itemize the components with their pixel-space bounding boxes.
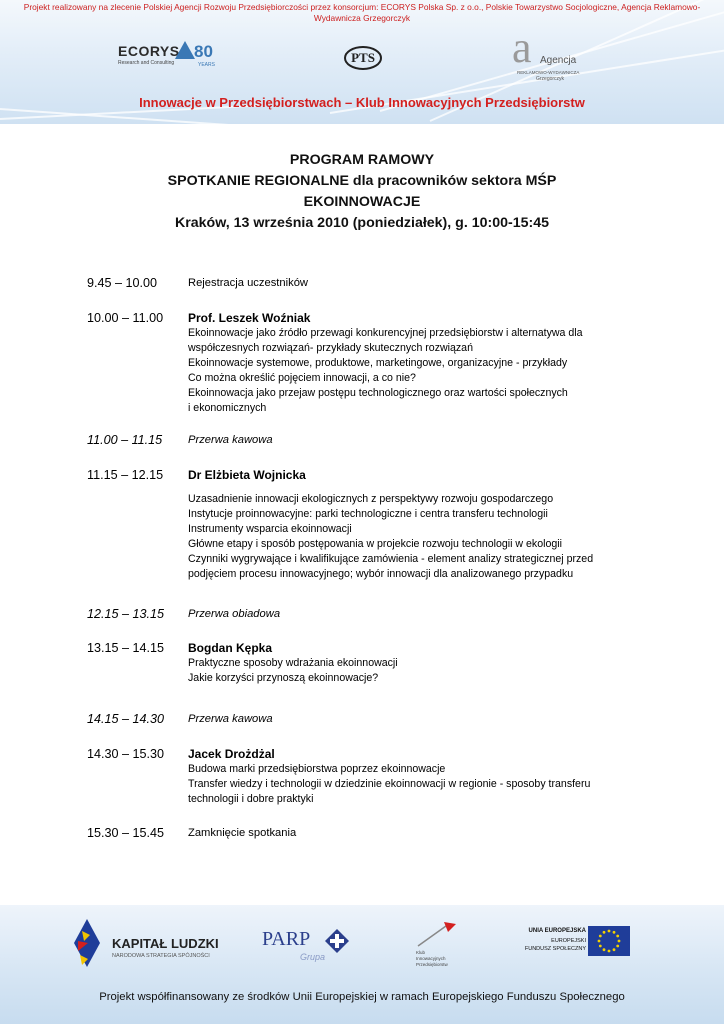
cofinancing-note: Projekt współfinansowany ze środków Unii Europejskiej w ramach Europejskiego Funduszu Społecznego bbox=[99, 991, 625, 1003]
agenda-topic: Ekoinnowacja jako przejaw postępu technologicznego oraz wartości społecznych bbox=[188, 387, 568, 399]
agenda-topic: i ekonomicznych bbox=[188, 402, 267, 414]
agenda-topic: Instytucje proinnowacyjne: parki technologiczne i centra transferu technologii bbox=[188, 508, 548, 520]
agenda-label: Przerwa obiadowa bbox=[188, 608, 281, 620]
kapital-ludzki-emblem-icon bbox=[72, 917, 102, 969]
agenda-time: 13.15 – 14.15 bbox=[87, 641, 165, 655]
agencja-letter-icon: a bbox=[512, 23, 532, 72]
agenda-time: 12.15 – 13.15 bbox=[87, 607, 165, 621]
kapital-ludzki-name: KAPITAŁ LUDZKI bbox=[112, 936, 219, 951]
agenda-topic: podjęciem procesu innowacyjnego; wybór innowacji dla analizowanego przypadku bbox=[188, 568, 574, 580]
agenda-topic: Budowa marki przedsiębiorstwa poprzez ekoinnowacje bbox=[188, 763, 446, 775]
agenda-topic: Praktyczne sposoby wdrażania ekoinnowacji bbox=[188, 657, 398, 669]
agenda-topic: Instrumenty wsparcia ekoinnowacji bbox=[188, 523, 352, 535]
agenda-topic: Transfer wiedzy i technologii w dziedzinie ekoinnowacji w regionie - sposoby transferu bbox=[188, 778, 591, 790]
parp-name: PARP bbox=[262, 928, 311, 950]
title-line-1: PROGRAM RAMOWY bbox=[289, 152, 435, 168]
kapital-ludzki-tagline: NARODOWA STRATEGIA SPÓJNOŚCI bbox=[112, 953, 210, 959]
agenda-topic: Ekoinnowacje systemowe, produktowe, marketingowe, organizacyjne - przykłady bbox=[188, 357, 568, 369]
agencja-name: Agencja bbox=[540, 55, 577, 66]
agenda-time: 14.15 – 14.30 bbox=[87, 712, 165, 726]
agenda-topic: Jakie korzyści przynoszą ekoinnowacje? bbox=[188, 672, 379, 684]
parp-group-label: Grupa bbox=[300, 952, 326, 962]
ecorys-years-label: YEARS bbox=[198, 62, 215, 68]
kapital-ludzki-logo bbox=[72, 917, 232, 969]
agenda-label: Rejestracja uczestników bbox=[188, 277, 309, 289]
project-subtitle: Innowacje w Przedsiębiorstwach – Klub Innowacyjnych Przedsiębiorstw bbox=[139, 95, 585, 110]
agenda-time: 9.45 – 10.00 bbox=[87, 276, 158, 290]
klub-logo bbox=[412, 920, 472, 970]
agenda-label: Przerwa kawowa bbox=[188, 713, 273, 725]
klub-arrow-icon bbox=[416, 920, 458, 948]
agenda-time: 11.00 – 11.15 bbox=[87, 433, 163, 447]
title-line-2: SPOTKANIE REGIONALNE dla pracowników sektora MŚP bbox=[167, 173, 557, 189]
agenda-topic: technologii i dobre praktyki bbox=[188, 793, 314, 805]
agenda-topic: Ekoinnowacje jako źródło przewagi konkurencyjnej przedsiębiorstw i alternatywa dla bbox=[188, 327, 583, 339]
agencja-logo bbox=[512, 23, 592, 84]
agenda-label: Zamknięcie spotkania bbox=[188, 827, 297, 839]
klub-name-1: Klub bbox=[416, 950, 426, 955]
agencja-subtitle: REKLAMOWO-WYDAWNICZA bbox=[517, 70, 580, 75]
klub-name-2: Innowacyjnych bbox=[416, 956, 446, 961]
agenda-speaker: Dr Elżbieta Wojnicka bbox=[188, 468, 306, 482]
ecorys-tagline: Research and Consulting bbox=[118, 60, 175, 66]
agenda-time: 14.30 – 15.30 bbox=[87, 747, 165, 761]
agenda-label: Przerwa kawowa bbox=[188, 434, 273, 446]
eu-fund-1: EUROPEJSKI bbox=[551, 938, 586, 944]
agenda-topic: Co można określić pojęciem innowacji, a co nie? bbox=[188, 372, 416, 384]
agenda-speaker: Jacek Drożdżal bbox=[188, 747, 275, 761]
eu-fund-2: FUNDUSZ SPOŁECZNY bbox=[524, 946, 586, 952]
pts-label: PTS bbox=[351, 50, 375, 65]
agenda-speaker: Bogdan Kępka bbox=[188, 641, 273, 655]
agenda-time: 15.30 – 15.45 bbox=[87, 826, 165, 840]
eu-efs-logo bbox=[510, 926, 630, 962]
agencja-owner: Grzegorczyk bbox=[536, 76, 565, 82]
title-line-3: EKOINNOWACJE bbox=[303, 194, 421, 210]
agenda-topic: Uzasadnienie innowacji ekologicznych z perspektywy rozwoju gospodarczego bbox=[188, 493, 554, 505]
klub-name-3: Przedsiębiorstw bbox=[416, 962, 448, 967]
ecorys-triangle-icon bbox=[174, 40, 196, 60]
parp-logo bbox=[262, 928, 354, 964]
title-line-4: Kraków, 13 września 2010 (poniedziałek), g. 10:00-15:45 bbox=[174, 215, 550, 231]
eu-name: UNIA EUROPEJSKA bbox=[528, 928, 586, 934]
agenda-speaker: Prof. Leszek Woźniak bbox=[188, 311, 311, 325]
ecorys-name: ECORYS bbox=[118, 43, 180, 59]
eu-flag-icon bbox=[588, 926, 630, 956]
agenda-time: 11.15 – 12.15 bbox=[87, 468, 164, 482]
parp-emblem-icon bbox=[324, 928, 350, 954]
agenda-time: 10.00 – 11.00 bbox=[87, 311, 164, 325]
ecorys-logo bbox=[118, 40, 228, 76]
agenda-topic: Główne etapy i sposób postępowania w projekcie rozwoju technologii w ekologii bbox=[188, 538, 562, 550]
ecorys-years: 80 bbox=[194, 42, 213, 61]
agenda-topic: współczesnych rozwiązań- przykłady skutecznych rozwiązań bbox=[188, 342, 473, 354]
agenda-topic: Czynniki wygrywające i kwalifikujące zamówienia - element analizy strategicznej przed bbox=[188, 553, 594, 565]
pts-logo bbox=[343, 45, 383, 71]
consortium-note: Projekt realizowany na zlecenie Polskiej Agencji Rozwoju Przedsiębiorczości przez konsorcjum: ECORYS Polska Sp. z o.o., Polskie Towarzystwo Socjologiczne, Agencja Reklamowo-Wydawnicza Grzegorczyk bbox=[23, 2, 701, 23]
program-title bbox=[0, 150, 724, 234]
